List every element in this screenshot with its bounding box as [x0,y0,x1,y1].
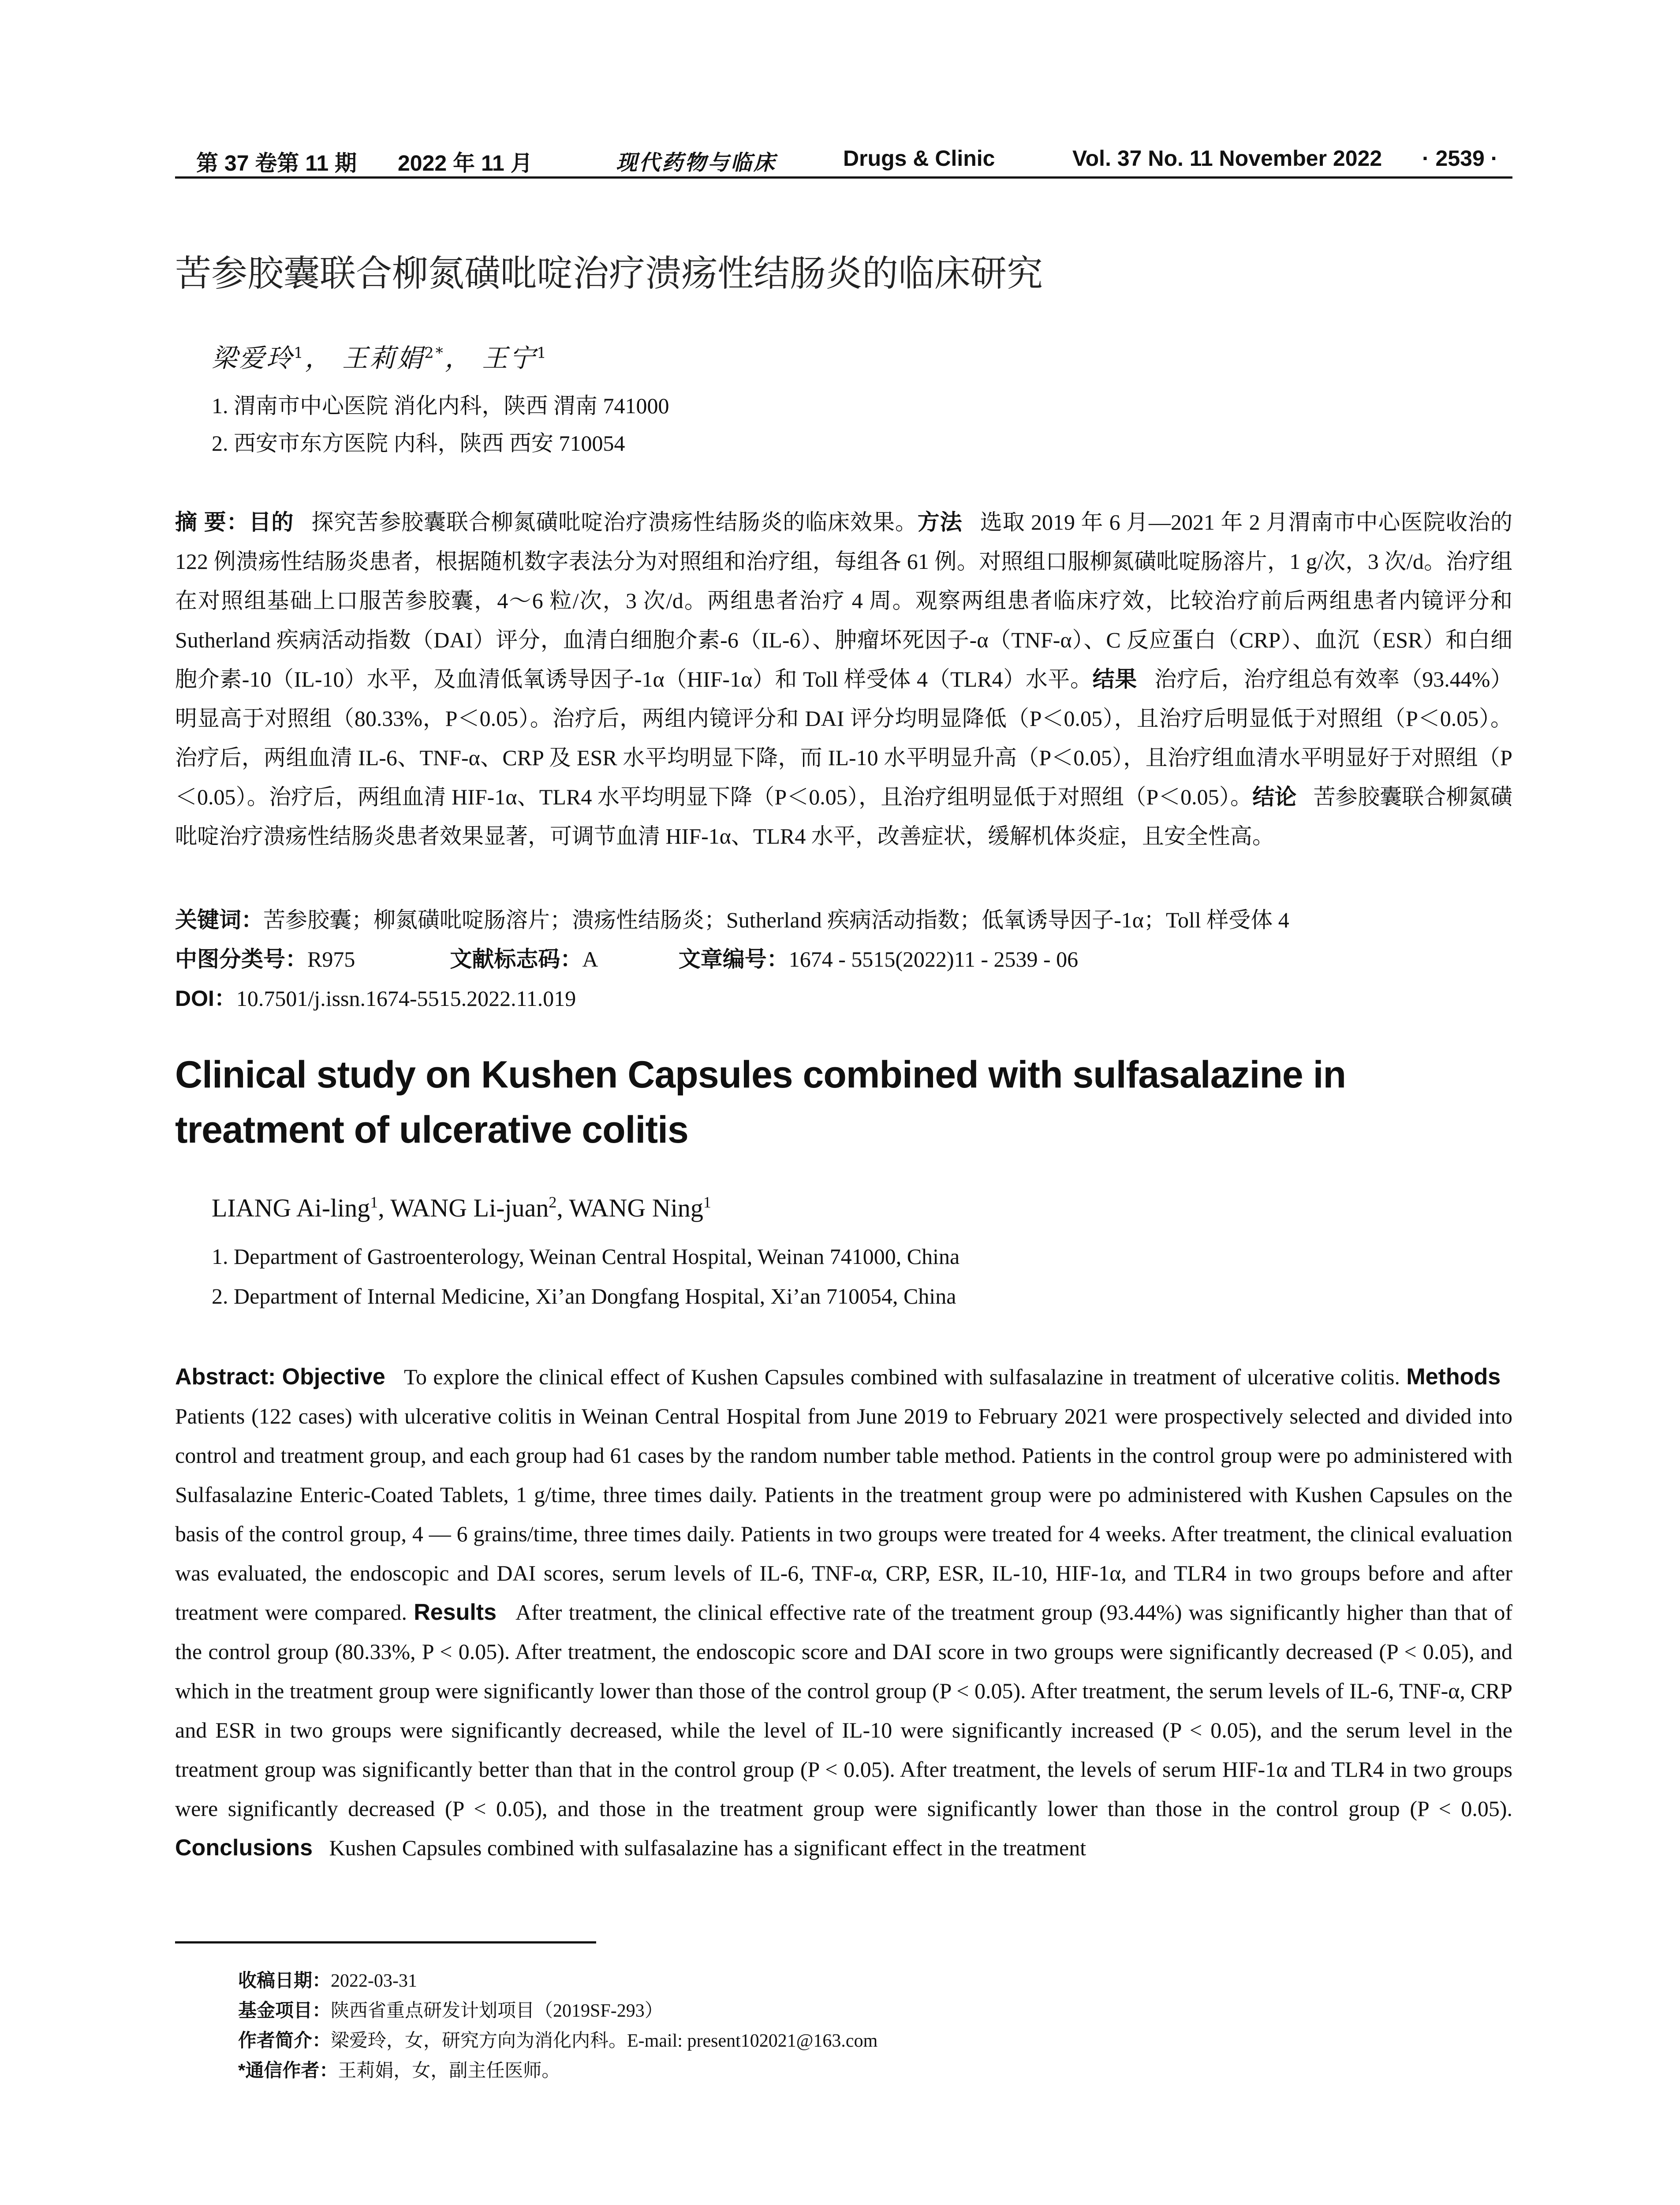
footnote-received [238,1966,417,1992]
cn-keywords-text: 苦参胶囊；柳氮磺吡啶肠溶片；溃疡性结肠炎；Sutherland 疾病活动指数；低氧诱导因子-1α；Toll 样受体 4 [263,908,1289,932]
footnote-bio-label: 作者简介： [238,2030,331,2051]
cn-author-sup: 2* [424,344,445,362]
en-objective-text: To explore the clinical effect of Kushen Capsules combined with sulfasalazine in treatment of ulcerative colitis. [403,1364,1400,1389]
cn-methods-label: 方法 [917,510,963,534]
cn-doi-label: DOI： [175,986,236,1011]
running-header [175,142,1512,177]
cn-classification-line [175,942,1078,973]
header-journal-cn: 现代药物与临床 [616,150,777,175]
en-affiliation-1: 1. Department of Gastroenterology, Weinan Central Hospital, Weinan 741000, China [212,1244,960,1269]
en-methods-label: Methods [1406,1364,1501,1390]
en-author-sup: 1 [370,1193,378,1211]
en-results-text: After treatment, the clinical effective rate of the treatment group (93.44%) was significantly higher than that of the control group (80.33%, P < 0.05). After treatment, the endoscopic score and DAI score in two groups were significantly decreased (P < 0.05), and which in the treatment group were significantly lower than those of the control group (P < 0.05). After treatment, the serum levels of IL-6, TNF-α, CRP and ESR in two groups were significantly decreased, while the level of IL-10 were significantly increased (P < 0.05), and the serum level in the treatment group was significantly better than that in the control group (P < 0.05). After treatment, the levels of serum HIF-1α and TLR4 in two groups were significantly decreased (P < 0.05), and those in the treatment group were significantly lower than those in the control group (P < 0.05). [175,1600,1512,1821]
cn-author-name: 王莉娟 [342,343,425,373]
cn-doc-code-label: 文献标志码： [450,947,582,972]
footnote-fund-value: 陕西省重点研发计划项目（2019SF-293） [331,2001,663,2021]
footnote-corresponding [238,2056,560,2082]
header-journal-en: Drugs & Clinic [843,146,995,171]
en-conclusions-text: Kushen Capsules combined with sulfasalazine has a significant effect in the treatment [329,1835,1086,1860]
footnote-fund-label: 基金项目： [238,2000,331,2021]
cn-results-text: 治疗后，治疗组总有效率（93.44%）明显高于对照组（80.33%，P＜0.05）。治疗后，两组内镜评分和 DAI 评分均明显降低（P＜0.05），且治疗后明显低于对照组（P＜0.05）。治疗后，两组血清 IL-6、TNF-α、CRP 及 ESR 水平均明显下降，而 IL-10 水平明显升高（P＜0.05），且治疗组血清水平明显好于对照组（P＜0.05）。治疗后，两组血清 HIF-1α、TLR4 水平均明显下降（P＜0.05），且治疗组明显低于对照组（P＜0.05）。 [175,667,1512,809]
en-author-sup: 2 [549,1193,557,1211]
cn-clc-label: 中图分类号： [175,947,307,972]
footnote-bio [238,2026,877,2052]
en-affiliation-2: 2. Department of Internal Medicine, Xi’an Dongfang Hospital, Xi’an 710054, China [212,1284,956,1308]
cn-doc-code-value: A [582,947,597,972]
footnote-corresponding-value: 王莉娟，女，副主任医师。 [338,2061,560,2081]
cn-abstract-label: 摘 要： [175,510,249,534]
en-objective-label: Objective [282,1364,385,1390]
cn-title: 苦参胶囊联合柳氮磺吡啶治疗溃疡性结肠炎的临床研究 [175,254,1043,294]
cn-author-sup: 1 [537,344,548,362]
cn-affiliation-2: 2. 西安市东方医院 内科，陕西 西安 710054 [212,431,625,456]
en-authors: LIANG Ai-ling$^1$, WANG Li-juan$^2$, WANG Ning$^1$ [212,1193,711,1222]
cn-results-label: 结果 [1092,667,1137,691]
en-author-name: LIANG Ai-ling [212,1193,370,1222]
footnote-corresponding-label: *通信作者： [238,2060,338,2081]
cn-methods-text: 选取 2019 年 6 月—2021 年 2 月渭南市中心医院收治的 122 例溃疡性结肠炎患者，根据随机数字表法分为对照组和治疗组，每组各 61 例。对照组口服柳氮磺吡啶肠溶片，1 g/次，3 次/d。治疗组在对照组基础上口服苦参胶囊，4～6 粒/次，3 次/d。两组患者治疗 4 周。观察两组患者临床疗效，比较治疗前后两组患者内镜评分和 Sutherland 疾病活动指数（DAI）评分，血清白细胞介素-6（IL-6）、肿瘤坏死因子-α（TNF-α）、C 反应蛋白（CRP）、血沉（ESR）和白细胞介素-10（IL-10）水平，及血清低氧诱导因子-1α（HIF-1α）和 Toll 样受体 4（TLR4）水平。 [175,510,1513,691]
cn-article-no-value: 1674 - 5515(2022)11 - 2539 - 06 [788,947,1079,972]
header-rule [175,176,1512,179]
header-page-number: · 2539 · [1422,146,1498,171]
header-date-cn: 2022 年 11 月 [398,151,533,176]
cn-conclusion-label: 结论 [1252,785,1297,809]
cn-authors: 梁爱玲$^1$， 王莉娟$^{2*}$， 王宁$^1$ [212,343,548,373]
footnote-received-value: 2022-03-31 [331,1971,417,1991]
cn-conclusion-text: 苦参胶囊联合柳氮磺吡啶治疗溃疡性结肠炎患者效果显著，可调节血清 HIF-1α、TLR4 水平，改善症状，缓解机体炎症，且安全性高。 [175,785,1513,848]
cn-author-name: 梁爱玲 [212,343,294,373]
cn-objective-label: 目的 [249,510,294,534]
header-volume-en: Vol. 37 No. 11 November 2022 [1072,146,1382,171]
cn-author-sup: 1 [294,344,305,362]
en-author-sup: 1 [703,1193,711,1211]
en-author-name: WANG Ning [569,1193,703,1222]
en-author-name: WANG Li-juan [390,1193,549,1222]
cn-keywords-label: 关键词： [175,908,263,932]
en-title: Clinical study on Kushen Capsules combined with sulfasalazine in treatment of ulcerative colitis [175,1054,1346,1151]
en-results-label: Results [414,1600,497,1625]
cn-objective-text: 探究苦参胶囊联合柳氮磺吡啶治疗溃疡性结肠炎的临床效果。 [311,510,918,534]
header-volume-cn: 第 37 卷第 11 期 [196,151,357,176]
cn-author-name: 王宁 [482,343,537,373]
cn-affiliation-1: 1. 渭南市中心医院 消化内科，陕西 渭南 741000 [212,393,669,418]
cn-clc-value: R975 [307,947,355,972]
cn-doi-value: 10.7501/j.issn.1674-5515.2022.11.019 [236,986,576,1011]
en-abstract-label: Abstract: [175,1364,276,1390]
en-conclusions-label: Conclusions [175,1835,313,1861]
footnote-received-label: 收稿日期： [238,1970,331,1991]
footnote-bio-value: 梁爱玲，女，研究方向为消化内科。E-mail: present102021@163.com [331,2031,878,2051]
en-abstract [175,1357,1512,1868]
footnote-fund [238,1996,663,2022]
cn-keywords [175,902,1289,934]
cn-abstract [175,503,1512,856]
en-methods-text: Patients (122 cases) with ulcerative colitis in Weinan Central Hospital from June 2019 to February 2021 were prospectively selected and divided into control and treatment group, and each group had 61 cases by the random number table method. Patients in the control group were po administered with Sulfasalazine Enteric-Coated Tablets, 1 g/time, three times daily. Patients in the treatment group were po administered with Kushen Capsules on the basis of the control group, 4 — 6 grains/time, three times daily. Patients in two groups were treated for 4 weeks. After treatment, the clinical evaluation was evaluated, the endoscopic and DAI scores, serum levels of IL-6, TNF-α, CRP, ESR, IL-10, HIF-1α, and TLR4 in two groups before and after treatment were compared. [175,1404,1512,1625]
cn-article-no-label: 文章编号： [678,947,789,972]
footnote-rule [175,1941,596,1943]
cn-doi-line [175,981,576,1013]
